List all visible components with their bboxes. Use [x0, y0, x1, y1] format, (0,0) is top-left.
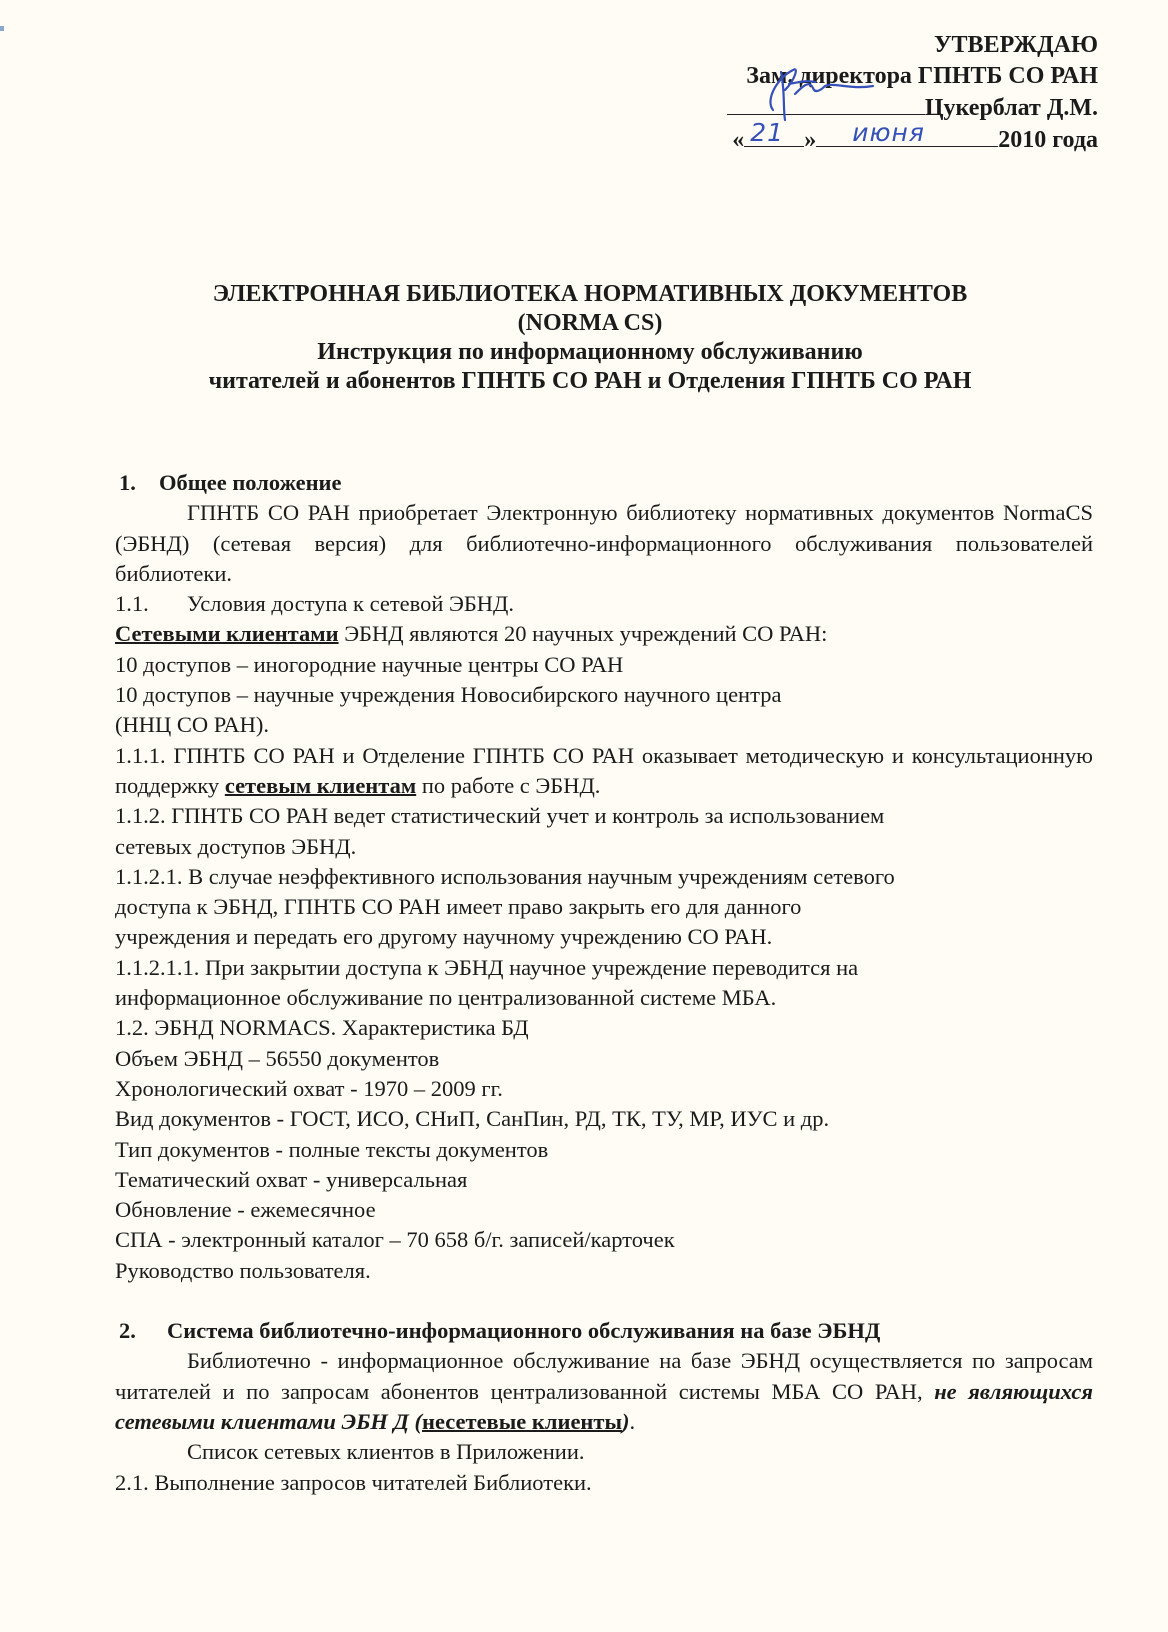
approval-date-line — [727, 118, 1098, 156]
subsection-2-1: 2.1. Выполнение запросов читателей Библиотеки. — [115, 1469, 592, 1495]
access-line-1: 10 доступов – иногородние научные центры СО РАН — [115, 651, 624, 677]
paragraph-1-1-2-1-1b: информационное обслуживание по централизованной системе МБА. — [115, 985, 777, 1011]
paragraph-1-1-2-1a: 1.1.2.1. В случае неэффективного использования научным учреждениям сетевого — [115, 863, 895, 889]
paragraph-1-1-2-1c: учреждения и передать его другому научному учреждению СО РАН. — [115, 924, 773, 950]
network-clients-term: Сетевыми клиентами — [115, 621, 339, 647]
paragraph-1-1-2-1b: доступа к ЭБНД, ГПНТБ СО РАН имеет право закрыть его для данного — [115, 894, 802, 920]
month-handwritten: июня — [852, 118, 925, 147]
paragraph-1-1-2b: сетевых доступов ЭБНД. — [115, 833, 357, 859]
characteristic-item: Объем ЭБНД – 56550 документов — [115, 1045, 440, 1071]
title-line-3: Инструкция по информационному обслуживанию — [317, 338, 863, 365]
section-2-heading: 2. Система библиотечно-информационного обслуживания на базе ЭБНД — [119, 1318, 881, 1344]
paragraph-1-1-1: 1.1.1. ГПНТБ СО РАН и Отделение ГПНТБ СО РАН оказывает методическую и консультационную поддержку сетевым клиентам по работе с ЭБНД. — [115, 742, 1093, 798]
signature-blank — [727, 92, 925, 115]
approval-position: Зам. директора ГПНТБ СО РАН — [746, 63, 1098, 89]
section-2-paragraph: Библиотечно - информационное обслуживание на базе ЭБНД осуществляется по запросам читателей и по запросам абонентов централизованной системы МБА СО РАН, не являющихся сетевыми клиентами ЭБН Д (несетевые клиенты). — [115, 1348, 1093, 1434]
document-title — [110, 279, 1070, 395]
characteristic-item: Тематический охват - универсальная — [115, 1166, 468, 1192]
day-blank — [744, 118, 804, 147]
paragraph-1-1-2-1-1a: 1.1.2.1.1. При закрытии доступа к ЭБНД научное учреждение переводится на — [115, 954, 859, 980]
scan-artifact — [0, 26, 4, 31]
month-blank — [816, 118, 998, 147]
characteristic-item: Тип документов - полные тексты документов — [115, 1136, 549, 1162]
approval-heading: УТВЕРЖДАЮ — [933, 32, 1098, 58]
characteristic-item: Хронологический охват - 1970 – 2009 гг. — [115, 1075, 503, 1101]
characteristic-item: Вид документов - ГОСТ, ИСО, СНиП, СанПин, РД, ТК, ТУ, МР, ИУС и др. — [115, 1106, 830, 1132]
approver-name: Цукерблат Д.М. — [924, 95, 1098, 121]
quote-open: « — [732, 127, 745, 153]
subsection-1-2: 1.2. ЭБНД NORMACS. Характеристика БД — [115, 1015, 529, 1041]
access-line-2a: 10 доступов – научные учреждения Новосибирского научного центра — [115, 682, 782, 708]
network-clients-term-2: сетевым клиентам — [224, 772, 417, 798]
title-line-1: ЭЛЕКТРОННАЯ БИБЛИОТЕКА НОРМАТИВНЫХ ДОКУМЕНТОВ — [212, 280, 968, 307]
characteristic-item: Руководство пользователя. — [115, 1257, 371, 1283]
handwritten-signature-icon — [755, 60, 885, 122]
characteristic-item: Обновление - ежемесячное — [115, 1197, 376, 1223]
title-line-4: читателей и абонентов ГПНТБ СО РАН и Отделения ГПНТБ СО РАН — [208, 367, 972, 394]
document-body — [115, 468, 1093, 1498]
section-1-heading: 1. Общее положение — [119, 470, 342, 495]
non-network-clients-term: несетевые клиенты — [422, 1408, 623, 1434]
clients-list-note: Список сетевых клиентов в Приложении. — [187, 1439, 585, 1465]
network-clients-line: Сетевыми клиентами ЭБНД являются 20 научных учреждений СО РАН: — [115, 621, 828, 647]
approval-year: 2010 года — [998, 127, 1098, 153]
paragraph-1-1-2a: 1.1.2. ГПНТБ СО РАН ведет статистический учет и контроль за использованием — [115, 803, 885, 829]
spacer — [115, 1286, 1093, 1316]
day-handwritten: 21 — [750, 118, 785, 147]
approval-block — [727, 30, 1098, 156]
quote-close: » — [804, 127, 817, 153]
subsection-1-1: 1.1. Условия доступа к сетевой ЭБНД. — [115, 591, 515, 617]
access-line-2b: (ННЦ СО РАН). — [115, 712, 269, 738]
section-1-intro: ГПНТБ СО РАН приобретает Электронную библиотеку нормативных документов NormaCS (ЭБНД) (сетевая версия) для библиотечно-информационного обслуживания пользователей библиотеки. — [115, 500, 1093, 586]
characteristic-item: СПА - электронный каталог – 70 658 б/г. записей/карточек — [115, 1227, 675, 1253]
title-line-2: (NORMA CS) — [517, 309, 663, 336]
